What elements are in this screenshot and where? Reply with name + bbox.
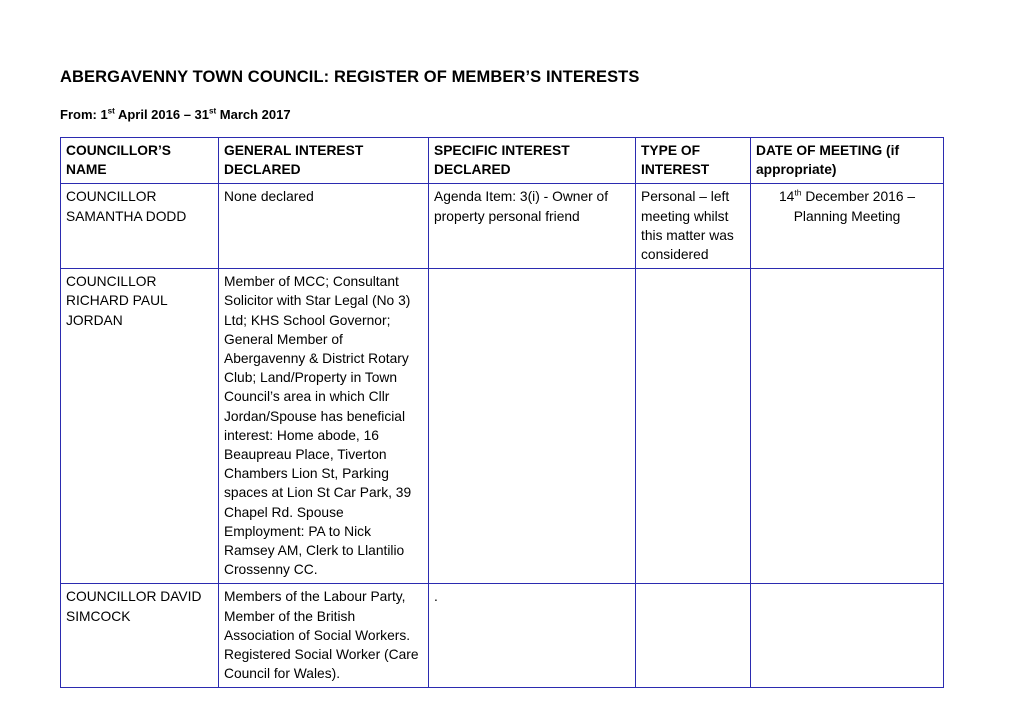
cell-date-of-meeting (751, 584, 944, 688)
cell-councillor-name: COUNCILLOR DAVID SIMCOCK (61, 584, 219, 688)
table-row (61, 184, 944, 269)
date-range-line (60, 107, 291, 122)
date-range-sup-end: st (209, 106, 217, 116)
cell-date-of-meeting (751, 269, 944, 584)
cell-type-of-interest (636, 584, 751, 688)
column-header-general-interest: GENERAL INTEREST DECLARED (219, 138, 429, 184)
cell-type-of-interest: Personal – left meeting whilst this matter was considered (636, 184, 751, 269)
cell-specific-interest (429, 269, 636, 584)
cell-councillor-name: COUNCILLOR RICHARD PAUL JORDAN (61, 269, 219, 584)
cell-specific-interest: Agenda Item: 3(i) - Owner of property personal friend (429, 184, 636, 269)
date-range-middle: April 2016 – 31 (114, 107, 210, 122)
register-of-interests-table (60, 137, 944, 688)
column-header-councillor-name: COUNCILLOR’S NAME (61, 138, 219, 184)
cell-date-of-meeting (751, 184, 944, 269)
column-header-date-of-meeting: DATE OF MEETING (if appropriate) (751, 138, 944, 184)
date-range-prefix: From: 1 (60, 107, 108, 122)
cell-specific-interest: . (429, 584, 636, 688)
table-row (61, 584, 944, 688)
column-header-type-of-interest: TYPE OF INTEREST (636, 138, 751, 184)
date-number: 14 (778, 189, 795, 205)
date-range-sup-start: st (107, 106, 115, 116)
date-text: December 2016 – Planning Meeting (793, 189, 915, 224)
table-header-row (61, 138, 944, 184)
column-header-specific-interest: SPECIFIC INTEREST DECLARED (429, 138, 636, 184)
cell-councillor-name: COUNCILLOR SAMANTHA DODD (61, 184, 219, 269)
table-row (61, 269, 944, 584)
cell-general-interest: Member of MCC; Consultant Solicitor with Star Legal (No 3) Ltd; KHS School Governor; General Member of Abergavenny & District Rotary Club; Land/Property in Town Council’s area in which Cllr Jordan/Spouse has beneficial interest: Home abode, 16 Beaupreau Place, Tiverton Chambers Lion St, Parking spaces at Lion St Car Park, 39 Chapel Rd. Spouse Employment: PA to Nick Ramsey AM, Clerk to Llantilio Crossenny CC. (219, 269, 429, 584)
cell-type-of-interest (636, 269, 751, 584)
date-ordinal-suffix: th (794, 187, 802, 198)
cell-general-interest: Members of the Labour Party, Member of the British Association of Social Workers. Registered Social Worker (Care Council for Wales). (219, 584, 429, 688)
page-title: ABERGAVENNY TOWN COUNCIL: REGISTER OF MEMBER’S INTERESTS (60, 68, 640, 86)
date-range-suffix: March 2017 (216, 107, 291, 122)
cell-general-interest: None declared (219, 184, 429, 269)
